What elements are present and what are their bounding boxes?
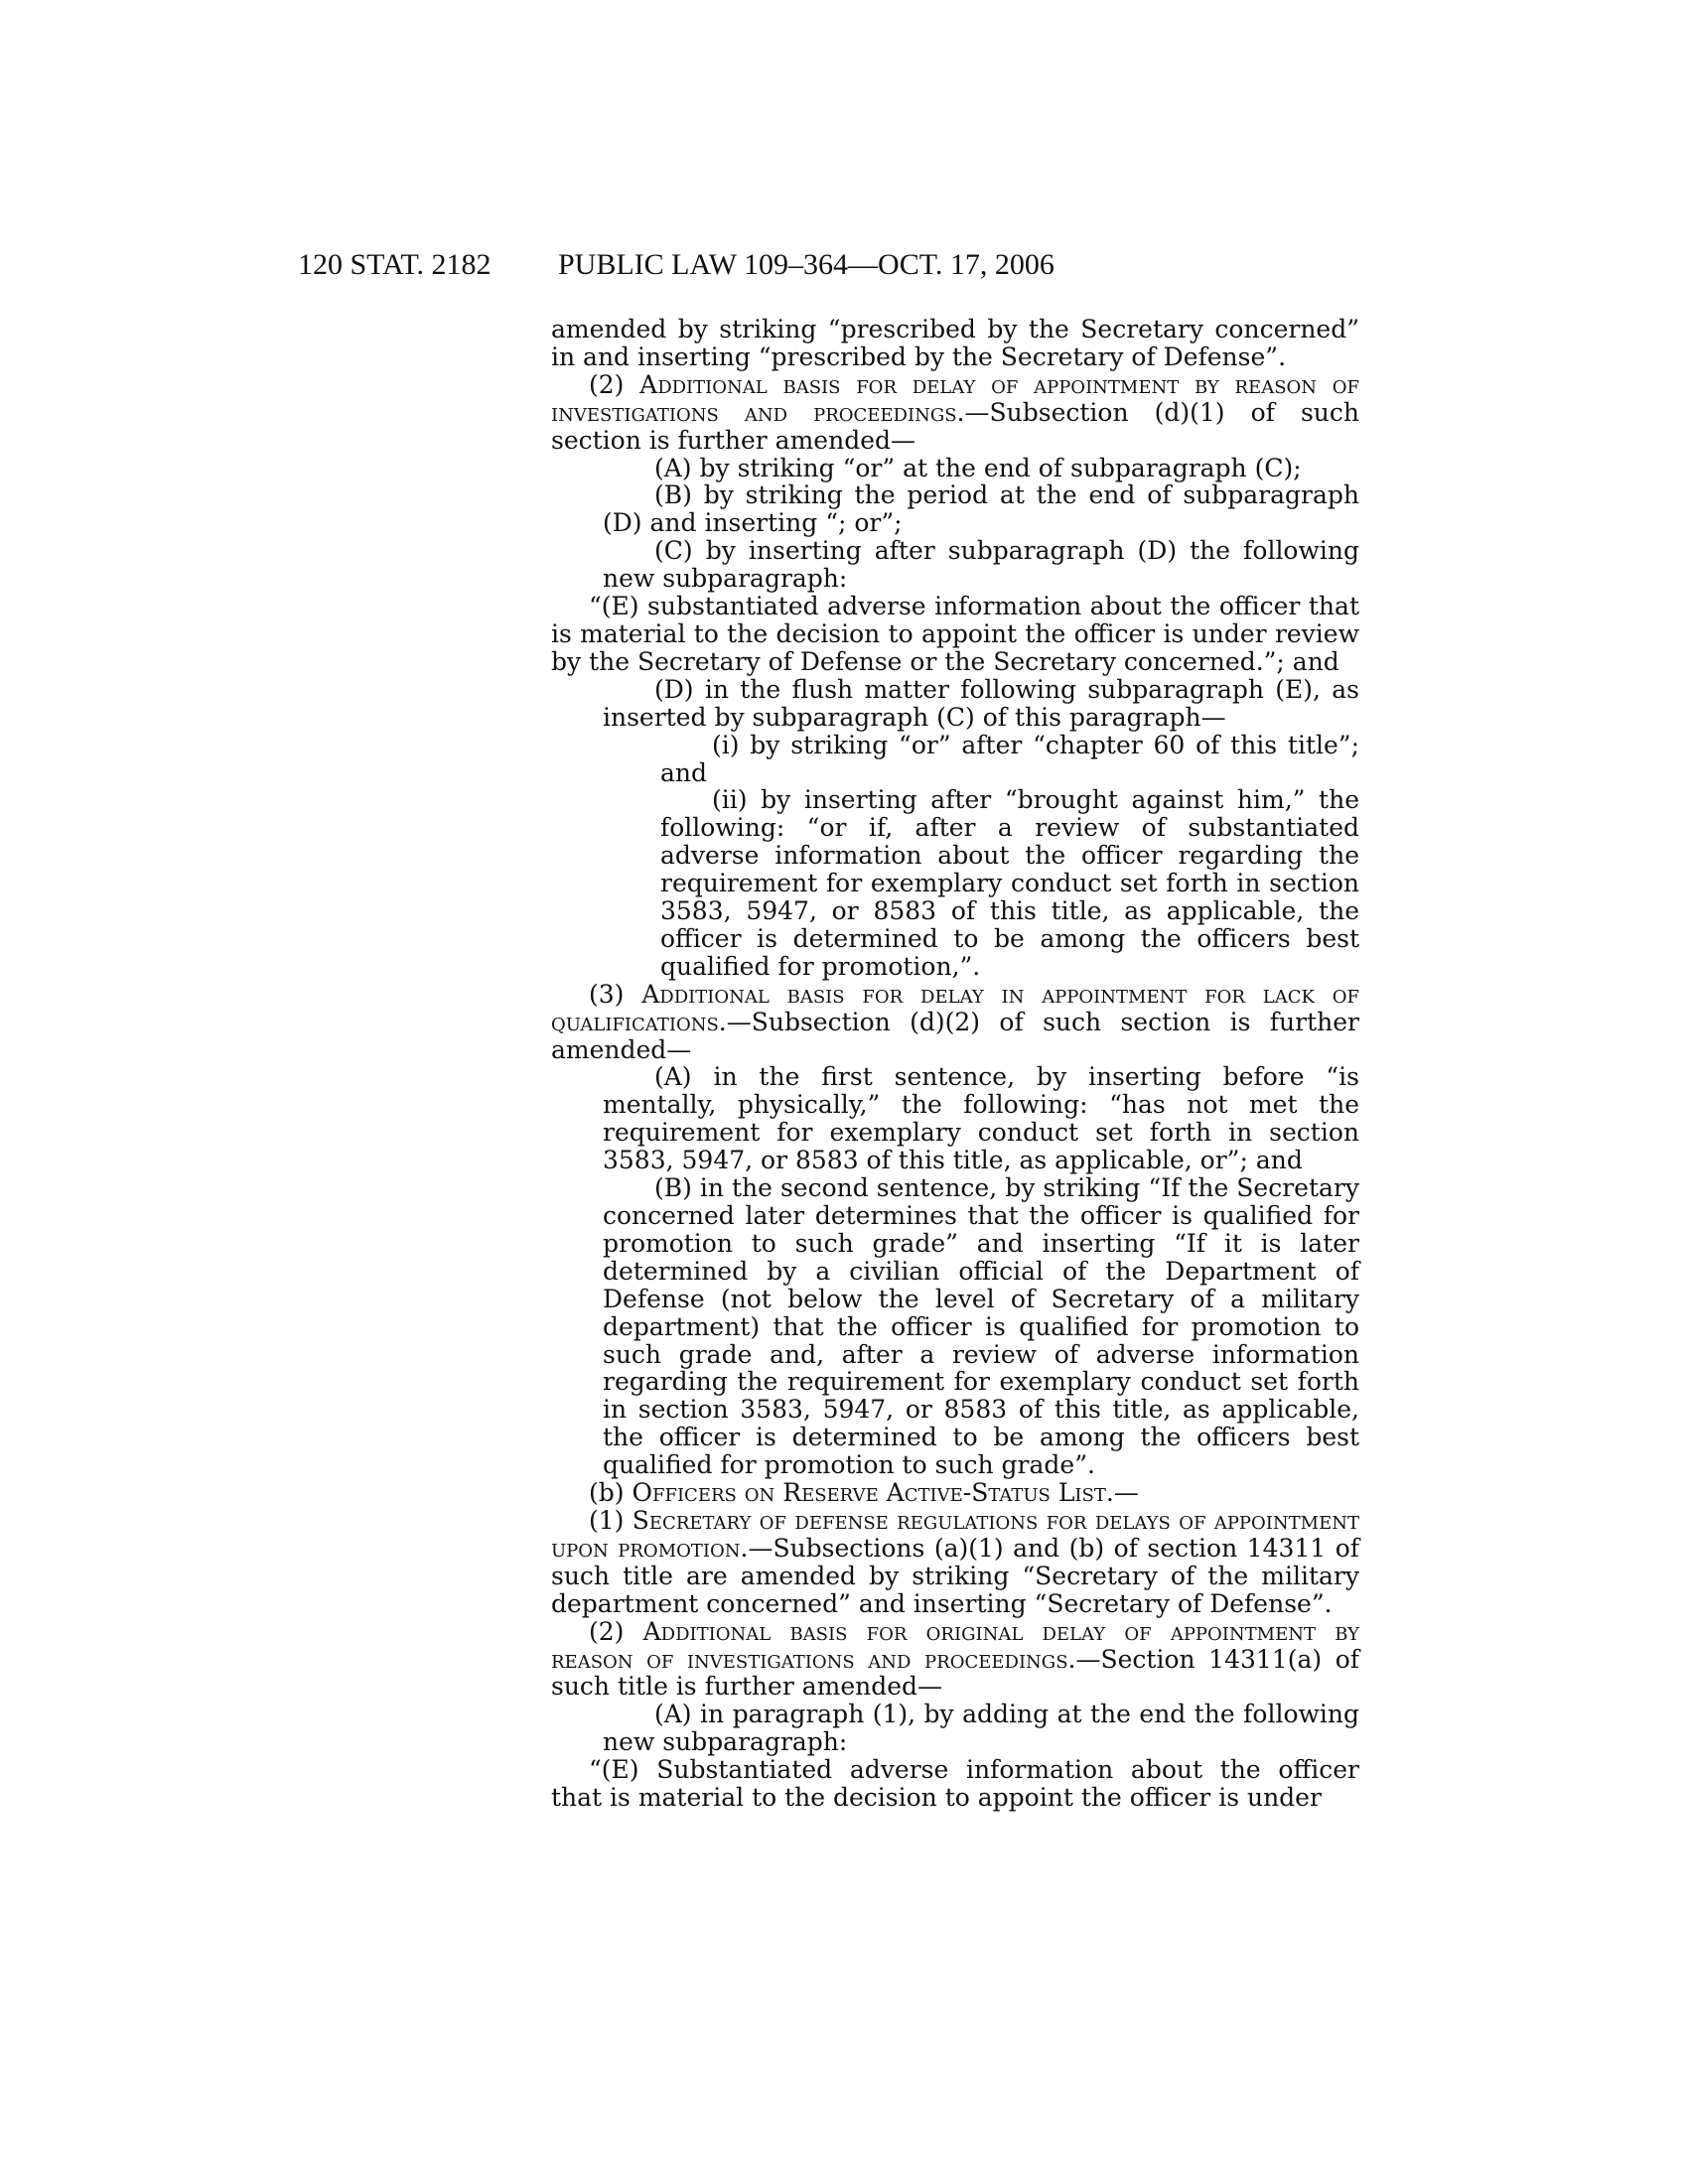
document-body — [551, 316, 1359, 1812]
paragraph: (b) Officers on Reserve Active-Status List.— — [589, 1478, 1139, 1508]
paragraph: (ii) by inserting after “brought against him,” the following: “or if, after a review of substantiated adverse information about the officer regarding the requirement for exemplary conduct set forth in section 3583, 5947, or 8583 of this title, as applicable, the officer is determined to be among the officers best qualified for promotion,”. — [660, 785, 1359, 981]
paragraph: (A) in paragraph (1), by adding at the end the following new subparagraph: — [603, 1700, 1359, 1757]
paragraph: (D) in the flush matter following subparagraph (E), as inserted by subparagraph (C) of this paragraph— — [603, 674, 1359, 732]
paragraph: (1) Secretary of defense regulations for delays of appointment upon promotion.—Subsections (a)(1) and (b) of section 14311 of such title are amended by striking “Secretary of the military department concerned” and inserting “Secretary of Defense”. — [551, 1505, 1359, 1618]
paragraph: “(E) Substantiated adverse information about the officer that is material to the decision to appoint the officer is under — [551, 1755, 1359, 1813]
paragraph-heading: Additional basis for original delay of appointment by reason of investigations and proceedings. — [551, 1616, 1359, 1674]
paragraph-heading: Additional basis for delay of appointment by reason of investigations and proceedings. — [551, 369, 1360, 427]
paragraph: (B) in the second sentence, by striking “If the Secretary concerned later determines that the officer is qualified for promotion to such grade” and inserting “If it is later determined by a civilian official of the Department of Defense (not below the level of Secretary of a military department) that the officer is qualified for promotion to such grade and, after a review of adverse information regarding the requirement for exemplary conduct set forth in section 3583, 5947, or 8583 of this title, as applicable, the officer is determined to be among the officers best qualified for promotion to such grade”. — [603, 1173, 1359, 1480]
paragraph: (2) Additional basis for original delay of appointment by reason of investigations and proceedings.—Section 14311(a) of such title is further amended— — [551, 1616, 1359, 1702]
paragraph: (A) in the first sentence, by inserting before “is mentally, physically,” the following: “has not met the requirement for exemplary conduct set forth in section 3583, 5947, or 8583 of this title, as applicable, or”; and — [603, 1062, 1359, 1175]
paragraph-heading: Officers on Reserve Active-Status List. — [632, 1478, 1114, 1508]
paragraph: amended by striking “prescribed by the Secretary concerned” in and inserting “prescribed by the Secretary of Defense”. — [551, 315, 1359, 371]
paragraph: (C) by inserting after subparagraph (D) the following new subparagraph: — [603, 536, 1359, 594]
statute-page-number: 120 STAT. 2182 — [298, 248, 492, 281]
paragraph: “(E) substantiated adverse information about the officer that is material to the decision to appoint the officer is under review by the Secretary of Defense or the Secretary concerned.”; and — [551, 592, 1359, 676]
paragraph: (A) by striking “or” at the end of subparagraph (C); — [654, 453, 1302, 482]
paragraph-heading: Secretary of defense regulations for delays of appointment upon promotion. — [551, 1505, 1359, 1563]
page-header — [298, 248, 1370, 288]
paragraph: (2) Additional basis for delay of appointment by reason of investigations and proceedings.—Subsection (d)(1) of such section is further amended— — [551, 369, 1360, 455]
paragraph-heading: Additional basis for delay in appointment for lack of qualifications. — [551, 979, 1359, 1036]
paragraph: (i) by striking “or” after “chapter 60 of this title”; and — [660, 730, 1359, 787]
paragraph: (B) by striking the period at the end of subparagraph (D) and inserting “; or”; — [603, 480, 1359, 538]
running-title: PUBLIC LAW 109–364—OCT. 17, 2006 — [558, 248, 1055, 281]
paragraph: (3) Additional basis for delay in appointment for lack of qualifications.—Subsection (d)(2) of such section is further amended— — [551, 979, 1359, 1064]
